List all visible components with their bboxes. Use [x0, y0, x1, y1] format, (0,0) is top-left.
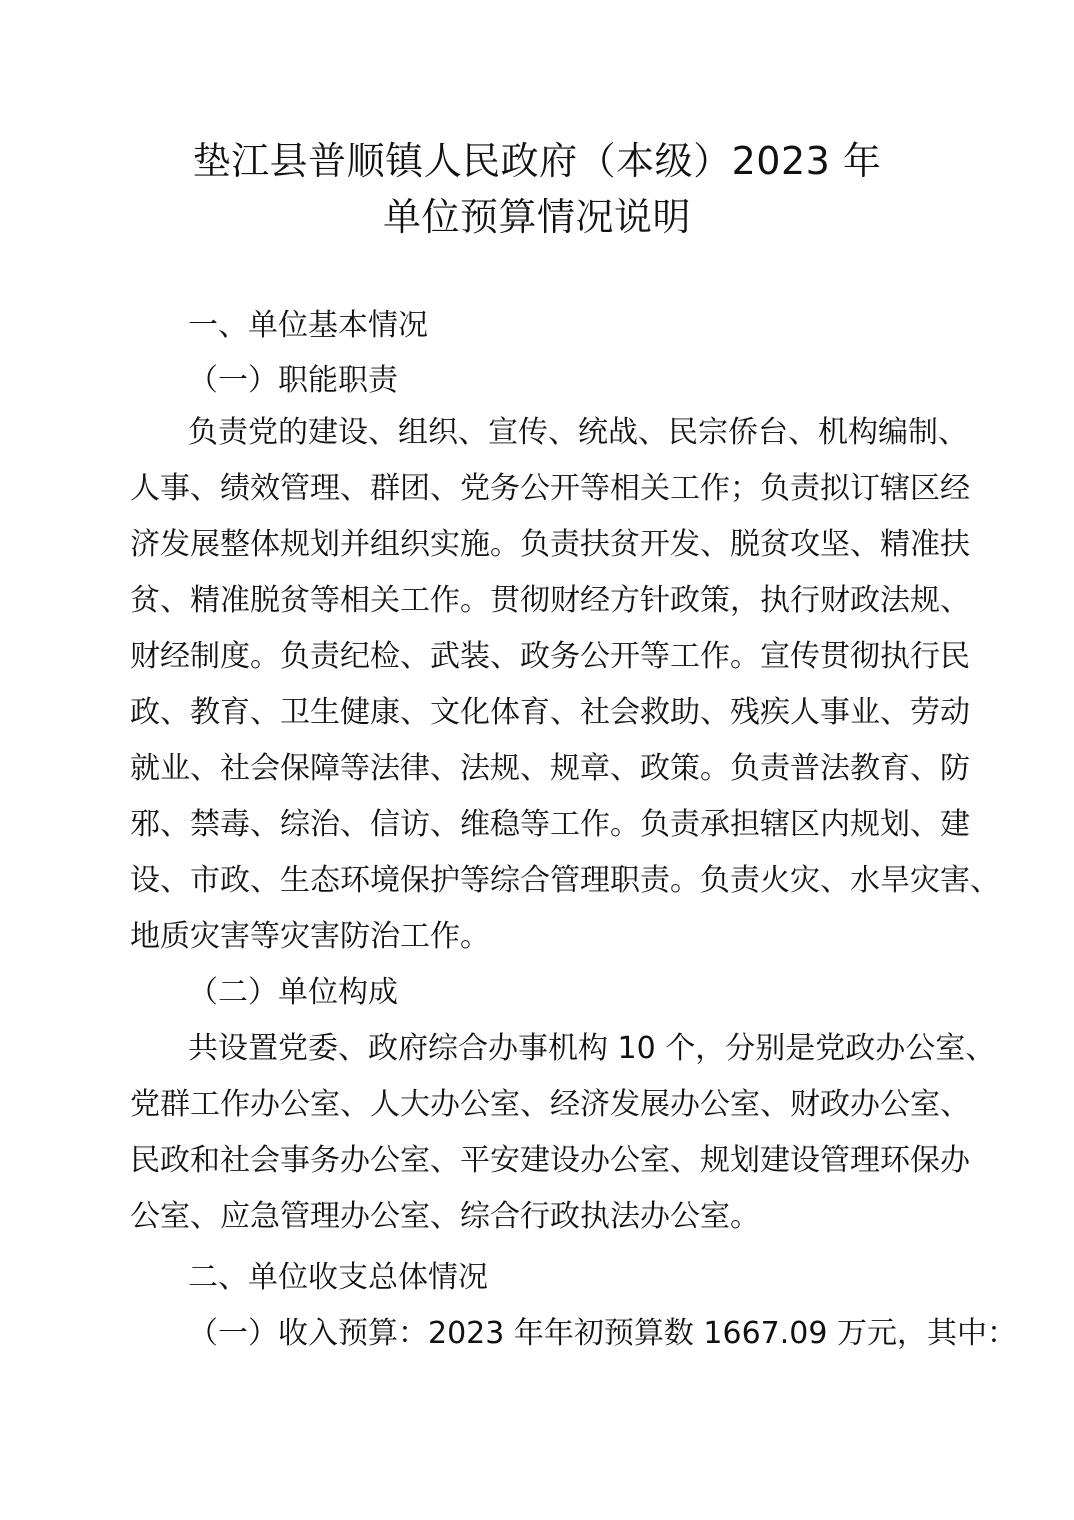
section-2-heading: 二、单位收支总体情况: [188, 1260, 488, 1295]
duties-paragraph-line: 人事、绩效管理、群团、党务公开等相关工作；负责拟订辖区经: [130, 471, 970, 506]
composition-paragraph-line: 公室、应急管理办公室、综合行政执法办公室。: [130, 1199, 760, 1234]
duties-paragraph-line: 贫、精准脱贫等相关工作。贯彻财经方针政策，执行财政法规、: [130, 583, 970, 618]
duties-paragraph-line: 就业、社会保障等法律、法规、规章、政策。负责普法教育、防: [130, 751, 970, 786]
duties-paragraph-line: 财经制度。负责纪检、武装、政务公开等工作。宣传贯彻执行民: [130, 639, 970, 674]
duties-paragraph-line: 济发展整体规划并组织实施。负责扶贫开发、脱贫攻坚、精准扶: [130, 527, 970, 562]
duties-paragraph-line: 负责党的建设、组织、宣传、统战、民宗侨台、机构编制、: [188, 415, 968, 450]
subsection-duties-heading: （一）职能职责: [188, 363, 398, 398]
income-budget-line: （一）收入预算：2023 年年初预算数 1667.09 万元，其中：: [188, 1316, 1018, 1351]
duties-paragraph-line: 设、市政、生态环境保护等综合管理职责。负责火灾、水旱灾害、: [130, 863, 1000, 898]
duties-paragraph-line: 政、教育、卫生健康、文化体育、社会救助、残疾人事业、劳动: [130, 695, 970, 730]
composition-paragraph-line: 共设置党委、政府综合办事机构 10 个，分别是党政办公室、: [188, 1031, 996, 1066]
duties-paragraph-line: 地质灾害等灾害防治工作。: [130, 919, 490, 954]
section-1-heading: 一、单位基本情况: [188, 308, 428, 343]
document-title-line-2: 单位预算情况说明: [382, 195, 691, 239]
duties-paragraph-line: 邪、禁毒、综治、信访、维稳等工作。负责承担辖区内规划、建: [130, 807, 970, 842]
document-title-line-1: 垫江县普顺镇人民政府（本级）2023 年: [192, 139, 882, 183]
composition-paragraph-line: 民政和社会事务办公室、平安建设办公室、规划建设管理环保办: [130, 1143, 970, 1178]
composition-paragraph-line: 党群工作办公室、人大办公室、经济发展办公室、财政办公室、: [130, 1087, 970, 1122]
subsection-composition-heading: （二）单位构成: [188, 975, 398, 1010]
